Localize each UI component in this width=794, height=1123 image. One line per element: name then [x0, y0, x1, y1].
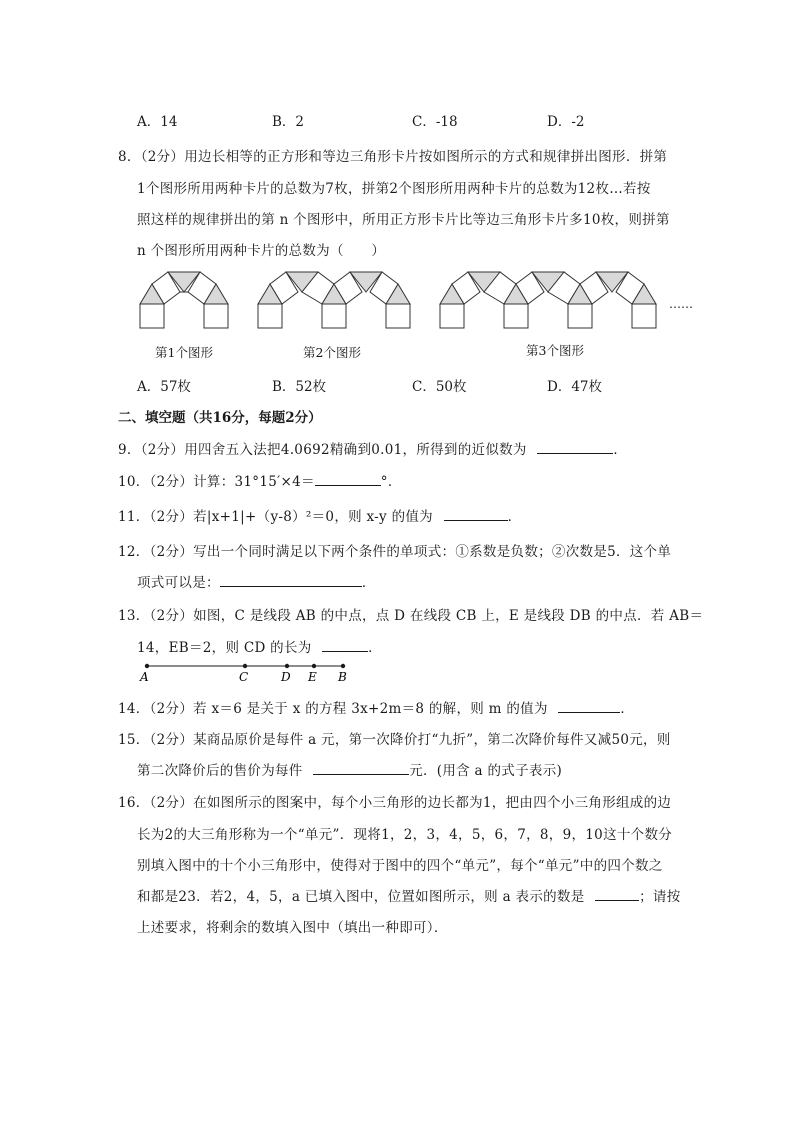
point-e-label: E: [308, 670, 317, 684]
q16-line-4: [137, 885, 681, 905]
q7-option-b: B．2: [272, 114, 305, 130]
q15-answer-blank[interactable]: [313, 760, 409, 775]
q15-line-2: [137, 759, 562, 779]
point-b-dot: [341, 664, 345, 668]
q15-line-1: 15．（2分）某商品原价是每件 a 元，第一次降价打“九折”，第二次降价每件又减50元，则: [118, 732, 671, 748]
q8-caption-3: 第3个图形: [526, 343, 584, 358]
q11: [118, 505, 521, 525]
q14: [118, 697, 634, 717]
q13-line-1: 13．（2分）如图，C 是线段 AB 的中点，点 D 在线段 CB 上，E 是线段 DB 的中点．若 AB＝: [118, 608, 704, 624]
pattern-figure-3: [440, 272, 656, 328]
q10-answer-blank[interactable]: [315, 471, 381, 486]
point-b-label: B: [338, 670, 347, 684]
point-d-dot: [285, 664, 289, 668]
q8-caption-2: 第2个图形: [303, 345, 361, 360]
q8-figure-ellipsis: ……: [669, 297, 693, 311]
q14-end: ．: [620, 701, 635, 717]
q16-text: 和都是23．若2，4，5，a 已填入图中，位置如图所示，则 a 表示的数是: [137, 889, 585, 905]
q8-option-d: D．47枚: [547, 379, 603, 395]
q8-line-3: 照这样的规律拼出的第 n 个图形中，所用正方形卡片比等边三角形卡片多10枚，则拼第: [137, 212, 670, 228]
q11-text: 11．（2分）若|x+1|+（y-8）²＝0，则 x-y 的值为: [118, 509, 433, 525]
point-a-label: A: [140, 670, 149, 684]
q16-line-2: 长为2的大三角形称为一个“单元”．现将1，2，3，4，5，6，7，8，9，10这十个数分: [137, 827, 673, 843]
q9-answer-blank[interactable]: [537, 439, 613, 454]
q7-option-d: D．-2: [547, 114, 585, 130]
q8-option-c: C．50枚: [412, 379, 467, 395]
point-a-dot: [145, 664, 149, 668]
q10-text: 10．（2分）计算：31°15′×4＝: [118, 474, 315, 490]
q8-caption-1: 第1个图形: [155, 345, 213, 360]
q11-end: ．: [507, 509, 522, 525]
pattern-figure-1: [140, 272, 228, 328]
q12-answer-blank[interactable]: [220, 572, 362, 587]
q16-line-3: 别填入图中的十个小三角形中，使得对于图中的四个“单元”，每个“单元”中的四个数之: [137, 858, 663, 874]
q14-text: 14．（2分）若 x＝6 是关于 x 的方程 3x+2m＝8 的解，则 m 的值为: [118, 701, 548, 717]
point-d-label: D: [281, 670, 291, 684]
q8-line-2: 1个图形所用两种卡片的总数为7枚，拼第2个图形所用两种卡片的总数为12枚…若按: [137, 181, 651, 197]
q8-line-1: 8．（2分）用边长相等的正方形和等边三角形卡片按如图所示的方式和规律拼出图形．拼第: [118, 149, 668, 165]
point-e-dot: [312, 664, 316, 668]
q8-line-4: n 个图形所用两种卡片的总数为（ ）: [137, 243, 386, 259]
q13-segment-diagram: [135, 660, 355, 684]
q8-option-b: B．52枚: [272, 379, 327, 395]
q8-option-a: A．57枚: [137, 379, 191, 395]
q10-end: °．: [380, 474, 402, 490]
q9-text: 9．（2分）用四舍五入法把4.0692精确到0.01，所得到的近似数为: [118, 442, 527, 458]
q16-line-5: 上述要求，将剩余的数填入图中（填出一种即可）．: [137, 920, 448, 936]
q12-end: ．: [361, 575, 376, 591]
q12-line-1: 12．（2分）写出一个同时满足以下两个条件的单项式：①系数是负数；②次数是5．这个单: [118, 544, 672, 560]
q15-text: 第二次降价后的售价为每件: [137, 763, 303, 779]
point-c-dot: [243, 664, 247, 668]
q13-end: ．: [368, 640, 382, 656]
q13-text: 14，EB＝2，则 CD 的长为: [137, 640, 312, 656]
q11-answer-blank[interactable]: [444, 506, 508, 521]
q13-answer-blank[interactable]: [322, 637, 368, 652]
q16-end: ；请按: [639, 889, 681, 905]
q13-line-2: [137, 636, 382, 656]
point-c-label: C: [239, 670, 249, 684]
q10: [118, 470, 402, 490]
q8-pattern-figure: [130, 262, 690, 334]
q12-line-2: [137, 571, 376, 591]
q9: [118, 438, 627, 458]
q14-answer-blank[interactable]: [558, 698, 620, 713]
q7-option-c: C．-18: [412, 114, 458, 130]
q16-line-1: 16．（2分）在如图所示的图案中，每个小三角形的边长都为1，把由四个小三角形组成的边: [118, 795, 672, 811]
pattern-figure-2: [258, 272, 410, 328]
q7-option-a: A．14: [137, 114, 178, 130]
section-2-title: 二、填空题（共16分，每题2分）: [118, 410, 322, 426]
q16-answer-blank[interactable]: [595, 886, 639, 901]
q9-end: ．: [613, 442, 628, 458]
q12-text: 项式可以是：: [137, 575, 220, 591]
q15-end: 元．(用含 a 的式子表示): [409, 763, 563, 779]
